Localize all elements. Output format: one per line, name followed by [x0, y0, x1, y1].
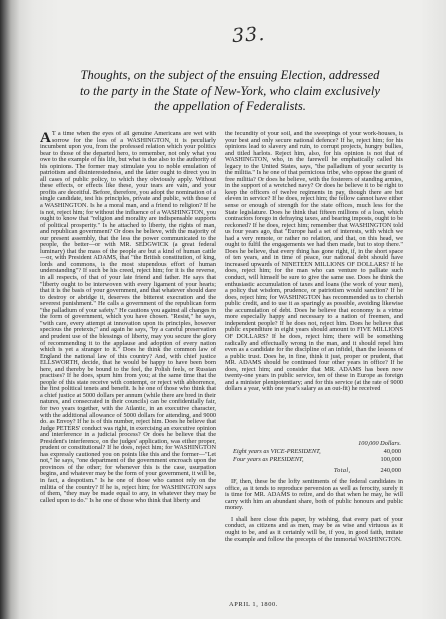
right-column: [225, 131, 403, 597]
salary-row: [225, 449, 403, 456]
salary-row-amount: 100,000: [380, 456, 401, 464]
salary-sum-line: 100,000 Dollars.: [358, 440, 401, 447]
right-column-paragraph-1: the fecundity of your soil, and the sweepings of your work-houses, is your best and only secure national defence? If he, reject him; for his opinions lead to slavery and ruin, to corrupt projects, hungry bullies, and titled harlots. Reject him, also, for his opinion is not that of WASHINGTON, who, in the farewell he emphatically called his legacy to the United States, says, "the palladium of your security is the militia." Is he one of that pernicious tribe, who oppose the grant of free militia? Or does he believe, with the fosterers of standing armies, in the support of a wretched navy? Or does he believe it to be right to keep the officers of twelve regiments in pay, though there are but eleven in service? If he does, reject him; the fellow cannot have either sense or enough of strength for the state offices, much less for the State legislature. Does he think that fifteen millions of a loan, which contractors forego in defraying taxes, and bearing imposts, ought to be reckoned? If he does, reject him; remember that WASHINGTON told us four years ago, that "Europe had a set of interests, with which we had a very remote, or rather no relation, and that, on this head, we ought to fulfil the engagements we had then made, but to stop there." Does he believe, that every thing has gone right, if, in the short space of ten years, and in time of peace, our national debt should have increased upwards of NINETEEN MILLIONS OF DOLLARS? If he does, reject him; for the man who can venture to palliate such conduct, will himself be sure to give the same use. Does he think the enthusiastic accumulation of taxes and loans (the work of your men), a policy that wisdom, prudence, or patriotism would sanction? If he does, reject him; for WASHINGTON has recommended us to cherish public credit, and to use it as sparingly as possible, avoiding likewise the accumulation of debt. Does he believe that economy is a virtue more especially happy and necessary to a nation of freemen, and independent people? If he does not, reject him. Does he believe that public expenditure in eight years should amount to FIVE MILLIONS OF DOLLARS? If he does, reject him; there will be something radically and effectually wrong in the man, and it should repel him even as a candidate for the discipline of an infidel, than the lessons of a public trust. Does he, in fine, think it just, proper or prudent, that MR. ADAMS should be continued four other years in office? If he does, reject him; and consider that MR. ADAMS has been now twenty-one years in public service, ten of these in Europe as foreign and a minister plenipotentiary; and for this service (at the rate of 9000 dollars a year, with one year's salary as an out-fit) he received: [225, 131, 403, 393]
drop-cap: A: [40, 131, 51, 146]
salary-total-row: [225, 468, 403, 475]
title-line-3: the appellation of Federalists.: [154, 99, 306, 114]
salary-row: [225, 457, 403, 464]
salary-row-label: Four years as PRESIDENT,: [233, 456, 304, 464]
salary-total-amount: 240,000: [380, 466, 401, 474]
title-line-1: Thoughts, on the subject of the ensuing Election, addressed: [80, 68, 380, 82]
left-column-text: T a time when the eyes of all genuine Americans are wet with sorrow for the loss of a WASHINGTON, it is peculiarly incumbent upon you, from the professed relation which your politics bear to those of the departed hero, to remember, not only what you owe to the example of his life, but what is due also to the authority of his opinions. The former may stimulate you to noble emulation of patriotism and disinterestedness, and the latter ought to direct you in all cases of public policy, to which they obviously apply. Without these effects, or effects like these, your tears are vain, and your profits are deceitful. Before, therefore, you adopt the nomination of a single candidate, test his principles, private and public, with those of a WASHINGTON. Is he a moral man, and a friend to religion? If he is not, reject him; for without the influence of a WASHINGTON, you ought to know that "religion and morality are indispensable supports of political prosperity." Is he attached to liberty, the rights of man, and republican government? Or does he believe, with the majority of our present assembly, that the less the power communicated to the people, the better—or with MR. SEDGWICK (a great federal luminary) that the mass of the people are but a kind of human cattle—or, with President ADAMS, that "the British constitution, of king, lords and commons, is the most stupendous effort of human understanding"? If such be his creed, reject him; for it is the reverse, in all respects, of that of your late friend and father. He says that "liberty ought to be interwoven with every ligament of your hearts; that it is the basis of your government, and that whatever should dare to destroy or abridge it, deserves the bitterest execration and the severest punishment." He calls a government of the republican form "the palladium of your safety." He cautions you against all changes in the form of government, which you have chosen. "Resist," he says, "with care, every attempt at innovation upon its principles, however specious the pretexts;" and again he says, "by a careful preservation and prudent use of the blessings of liberty, may you secure the glory of recommending it to the applause and adoption of every nation which is yet a stranger to it." Does he think the common law of England the national law of this country? And, with chief justice ELLSWORTH, decide, that he would be happy to have been born here, and thereby be bound to the feel, the Polish feels, or Russian practises? If he does, spurn him from you; at the same time that the people of this state receive with contempt, or reject with abhorrence, the first political tenets and benefit. Is he one of those who think that a chief justice at 5000 dollars per annum (while there are bred in their natures, and consecrated in their councils) can be confidentially fair, for two years together, with the Atlantic, in an executive character, with the additional allowance of 5000 dollars for attending, and 9000 do. as Envoy? If he is of this number, reject him. Does he believe that Judge PETERS' conduct was right, in exercising an executive opinion and interference in a judicial process? Or does he believe that the President's interference, on the judges' application, was either proper, prudent or constitutional? If he does, reject him; for WASHINGTON has expressly cautioned you on points like this and the former—"Let not," he says, "one department of the government encroach upon the provinces of the other; for whenever this is the case, usurpation begins, and whatever may be the form of your government, it will be, in fact, a despotism." Is he one of those who cannot rely on the militia of the country? If he is, reject him; for WASHINGTON says of them, "they may be made equal to any, in whatever they may be called upon to do." Is he one of those who think that liberty and: [40, 131, 216, 504]
handwritten-page-number: 33.: [231, 22, 266, 48]
salary-total-label: Total,: [333, 466, 351, 474]
right-column-paragraph-3: I shall here close this paper, by wishing, that every part of your conduct, as citizens and as men, may be as wise and virtuous as it ought to be, and as it certainly will be, if you, in good faith, imitate the example and follow the precepts of the immortal WASHINGTON.: [225, 515, 403, 543]
title-line-2: to the party in the State of New-York, who claim exclusively: [80, 83, 380, 98]
salary-row-label: Eight years as VICE-PRESIDENT,: [233, 448, 321, 456]
document-title: [52, 68, 408, 115]
right-column-paragraph-2: IF, then, these be the lofty sentiments of the federal candidates in office, as it tends to reproduce perversion as well as ferocity, surely it is time for MR. ADAMS to retire, and do that when he may, he will carry with him an abundant share, both of public honours and public money.: [225, 478, 403, 512]
salary-row-amount: 40,000: [383, 448, 401, 456]
document-date: APRIL 1, 1800.: [229, 601, 278, 608]
left-column: [40, 131, 216, 612]
